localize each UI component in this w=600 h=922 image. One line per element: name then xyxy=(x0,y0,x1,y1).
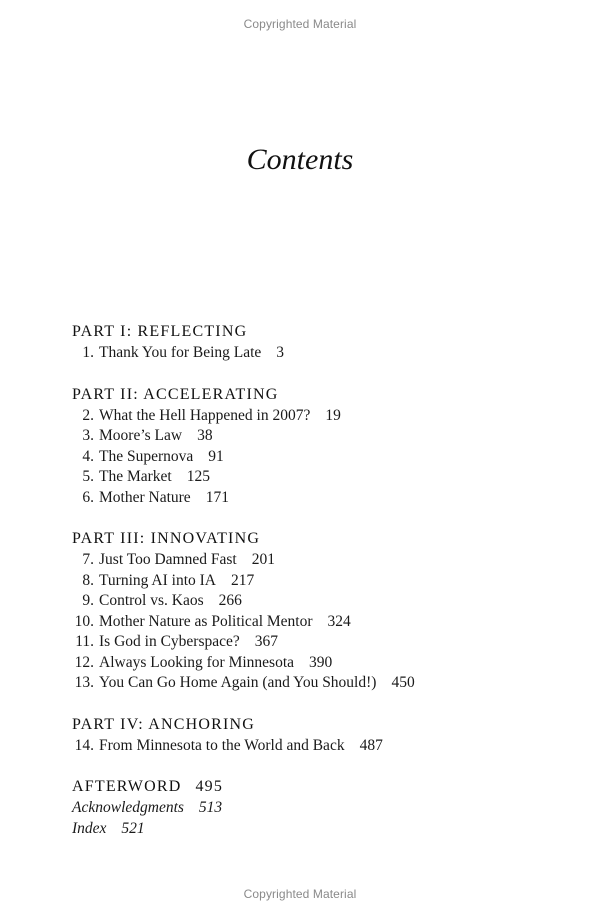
chapter-page-number: 217 xyxy=(230,571,255,589)
chapter-page-number: 91 xyxy=(208,447,224,465)
chapter-page-number: 201 xyxy=(251,551,275,568)
chapter-entry[interactable] xyxy=(72,612,572,633)
chapter-page-number: 367 xyxy=(254,633,278,650)
chapter-entry[interactable] xyxy=(72,447,572,468)
part-heading: PART I: REFLECTING xyxy=(72,323,248,340)
chapter-entry[interactable] xyxy=(72,550,572,571)
toc-part xyxy=(72,714,572,757)
chapter-page-number: 38 xyxy=(197,427,213,444)
copyright-watermark-bottom: Copyrighted Material xyxy=(243,887,357,901)
chapter-title: Moore’s Law xyxy=(99,427,183,444)
copyright-watermark-top: Copyrighted Material xyxy=(243,17,357,31)
acknowledgments-entry[interactable] xyxy=(72,798,572,819)
chapter-entry[interactable] xyxy=(72,571,572,592)
chapter-page-number: 266 xyxy=(218,592,242,609)
index-page: 521 xyxy=(121,819,145,837)
chapter-entry[interactable] xyxy=(72,343,572,364)
chapter-title: Control vs. Kaos xyxy=(99,592,204,609)
part-heading: PART IV: ANCHORING xyxy=(72,715,256,733)
chapter-title: Turning AI into IA xyxy=(99,571,216,589)
part-heading: PART II: ACCELERATING xyxy=(72,385,279,403)
chapter-entry[interactable] xyxy=(72,673,572,694)
chapter-page-number: 3 xyxy=(276,344,285,361)
chapter-title: Mother Nature as Political Mentor xyxy=(99,612,313,630)
afterword-page: 495 xyxy=(195,778,224,795)
part-heading: PART III: INNOVATING xyxy=(72,530,261,547)
chapter-page-number: 487 xyxy=(359,736,383,754)
toc-part xyxy=(72,528,572,694)
toc-part xyxy=(72,321,572,364)
chapter-number: 13. xyxy=(74,674,94,691)
afterword-entry[interactable] xyxy=(72,776,572,798)
chapter-entry[interactable] xyxy=(72,426,572,447)
chapter-title: Just Too Damned Fast xyxy=(99,551,237,568)
chapter-title: The Market xyxy=(99,468,172,485)
chapter-number: 4. xyxy=(82,447,94,465)
chapter-page-number: 324 xyxy=(327,612,351,630)
chapter-title: What the Hell Happened in 2007? xyxy=(99,406,311,424)
chapter-number: 1. xyxy=(82,344,94,361)
chapter-title: Is God in Cyberspace? xyxy=(99,633,240,650)
chapter-title: The Supernova xyxy=(99,447,194,465)
chapter-number: 5. xyxy=(82,468,94,485)
toc-part xyxy=(72,384,572,509)
chapter-entry[interactable] xyxy=(72,467,572,488)
chapter-entry[interactable] xyxy=(72,653,572,674)
index-entry[interactable] xyxy=(72,819,572,840)
chapter-entry[interactable] xyxy=(72,591,572,612)
chapter-title: You Can Go Home Again (and You Should!) xyxy=(99,674,377,691)
chapter-entry[interactable] xyxy=(72,406,572,427)
acknowledgments-page: 513 xyxy=(198,799,223,816)
chapter-number: 14. xyxy=(74,736,94,754)
chapter-page-number: 125 xyxy=(186,468,210,485)
table-of-contents xyxy=(72,321,572,859)
acknowledgments-label: Acknowledgments xyxy=(72,799,184,816)
chapter-page-number: 171 xyxy=(205,488,229,506)
chapter-title: Thank You for Being Late xyxy=(99,344,262,361)
chapter-number: 3. xyxy=(82,427,94,444)
index-label: Index xyxy=(72,819,107,837)
chapter-entry[interactable] xyxy=(72,632,572,653)
toc-backmatter xyxy=(72,776,572,839)
chapter-number: 8. xyxy=(82,571,94,589)
chapter-page-number: 390 xyxy=(309,653,333,671)
afterword-label: AFTERWORD xyxy=(72,778,182,795)
chapter-page-number: 19 xyxy=(325,406,341,424)
chapter-number: 2. xyxy=(82,406,94,424)
chapter-number: 7. xyxy=(82,551,94,568)
chapter-title: From Minnesota to the World and Back xyxy=(99,736,345,754)
chapter-entry[interactable] xyxy=(72,488,572,509)
chapter-number: 9. xyxy=(82,592,94,609)
chapter-title: Mother Nature xyxy=(99,488,191,506)
page-title: Contents xyxy=(246,143,354,176)
chapter-number: 11. xyxy=(75,633,94,650)
chapter-number: 6. xyxy=(82,488,94,506)
chapter-entry[interactable] xyxy=(72,736,572,757)
toc-parts xyxy=(72,321,572,756)
chapter-number: 10. xyxy=(74,612,94,630)
chapter-number: 12. xyxy=(74,653,94,671)
chapter-title: Always Looking for Minnesota xyxy=(99,653,295,671)
chapter-page-number: 450 xyxy=(391,674,415,691)
